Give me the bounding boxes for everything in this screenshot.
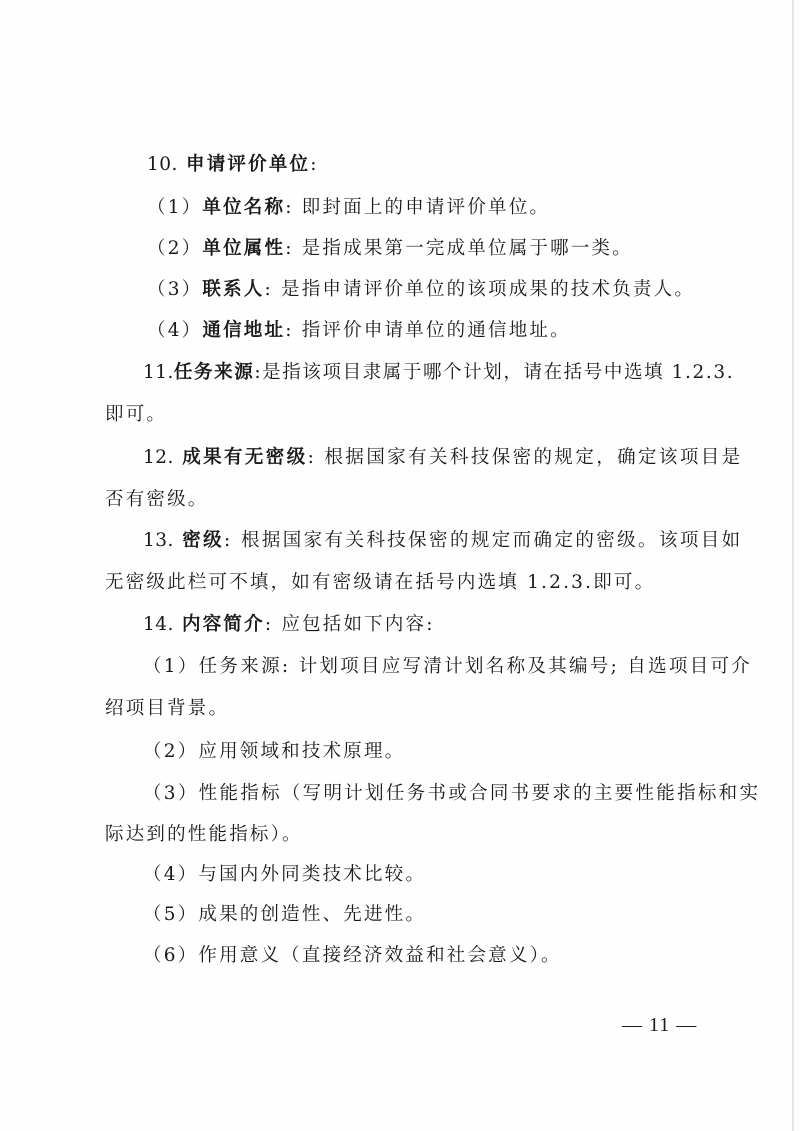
page-edge	[792, 0, 794, 1131]
item-text-continued: 否有密级。	[105, 489, 209, 510]
item-sep: :	[264, 279, 273, 300]
item-10-3	[147, 278, 695, 302]
item-text: 作用意义（直接经济效益和社会意义）。	[198, 945, 562, 966]
item-text: 性能指标（写明计划任务书或合同书要求的主要性能指标和实	[198, 783, 761, 804]
item-text: 是指申请评价单位的该项成果的技术负责人。	[281, 279, 696, 300]
item-14-3-cont	[105, 823, 303, 847]
item-number: （1）	[143, 656, 199, 677]
item-number: （2）	[147, 238, 203, 259]
item-text: 应包括如下内容:	[281, 614, 435, 635]
item-14-1	[143, 655, 752, 679]
item-number: 10.	[147, 154, 178, 175]
item-10-heading	[147, 153, 319, 177]
item-text-continued: 即可。	[105, 404, 168, 425]
item-text: 与国内外同类技术比较。	[198, 864, 427, 885]
item-10-1	[147, 196, 550, 220]
item-text: 根据国家有关科技保密的规定，确定该项目是	[324, 447, 743, 468]
item-number: （3）	[143, 783, 199, 804]
item-label: 密级	[182, 530, 225, 551]
item-text: 是指成果第一完成单位属于哪一类。	[301, 238, 633, 259]
item-11-cont	[105, 403, 167, 427]
item-number: 14.	[143, 614, 174, 635]
item-14-heading	[143, 613, 435, 637]
item-number: （4）	[143, 864, 199, 885]
item-14-5	[143, 903, 426, 927]
item-sep: :	[264, 614, 274, 635]
item-13	[143, 529, 743, 553]
item-label: 任务来源	[173, 362, 255, 383]
item-label: 单位名称	[202, 197, 286, 218]
item-number: （6）	[143, 945, 199, 966]
item-text: 是指该项目隶属于哪个计划，请在括号中选填 1.2.3.	[262, 362, 735, 383]
item-sep: :	[285, 197, 294, 218]
item-text: 即封面上的申请评价单位。	[301, 197, 551, 218]
item-text: 成果的创造性、先进性。	[198, 904, 427, 925]
item-14-3	[143, 782, 760, 806]
item-14-1-cont	[105, 697, 229, 721]
item-text: 应用领域和技术原理。	[198, 741, 406, 762]
item-label: 内容简介	[182, 614, 265, 635]
item-number: 12.	[143, 447, 174, 468]
item-number: （3）	[147, 279, 203, 300]
item-12	[143, 446, 743, 470]
item-sep: :	[285, 238, 294, 259]
item-sep: :	[307, 447, 317, 468]
item-text-continued: 无密级此栏可不填，如有密级请在括号内选填 1.2.3.即可。	[105, 572, 656, 593]
item-10-2	[147, 237, 633, 261]
item-number: 11.	[143, 362, 174, 383]
item-sep: :	[310, 154, 319, 175]
item-text: 根据国家有关科技保密的规定而确定的密级。该项目如	[240, 530, 743, 551]
item-14-4	[143, 863, 426, 887]
item-10-4	[147, 319, 571, 343]
item-label: 成果有无密级	[182, 447, 308, 468]
item-text-continued: 际达到的性能指标）。	[105, 824, 303, 845]
item-14-2	[143, 740, 405, 764]
item-number: （1）	[147, 197, 203, 218]
item-label: 联系人	[202, 279, 265, 300]
item-label: 申请评价单位	[186, 154, 311, 175]
item-number: （2）	[143, 741, 199, 762]
item-number: （5）	[143, 904, 199, 925]
item-text: 指评价申请单位的通信地址。	[301, 320, 571, 341]
item-sep: :	[224, 530, 233, 551]
item-13-cont	[105, 571, 655, 595]
item-sep: :	[285, 320, 294, 341]
item-number: （4）	[147, 320, 203, 341]
item-number: 13.	[143, 530, 174, 551]
page-number: — 11 —	[622, 1014, 698, 1036]
item-14-6	[143, 944, 562, 968]
item-sep: :	[254, 362, 263, 383]
item-label: 单位属性	[202, 238, 286, 259]
item-11	[143, 361, 734, 385]
item-label: 通信地址	[202, 320, 286, 341]
item-text: 任务来源: 计划项目应写清计划名称及其编号; 自选项目可介	[198, 656, 753, 677]
item-12-cont	[105, 488, 209, 512]
item-text-continued: 绍项目背景。	[105, 698, 230, 719]
